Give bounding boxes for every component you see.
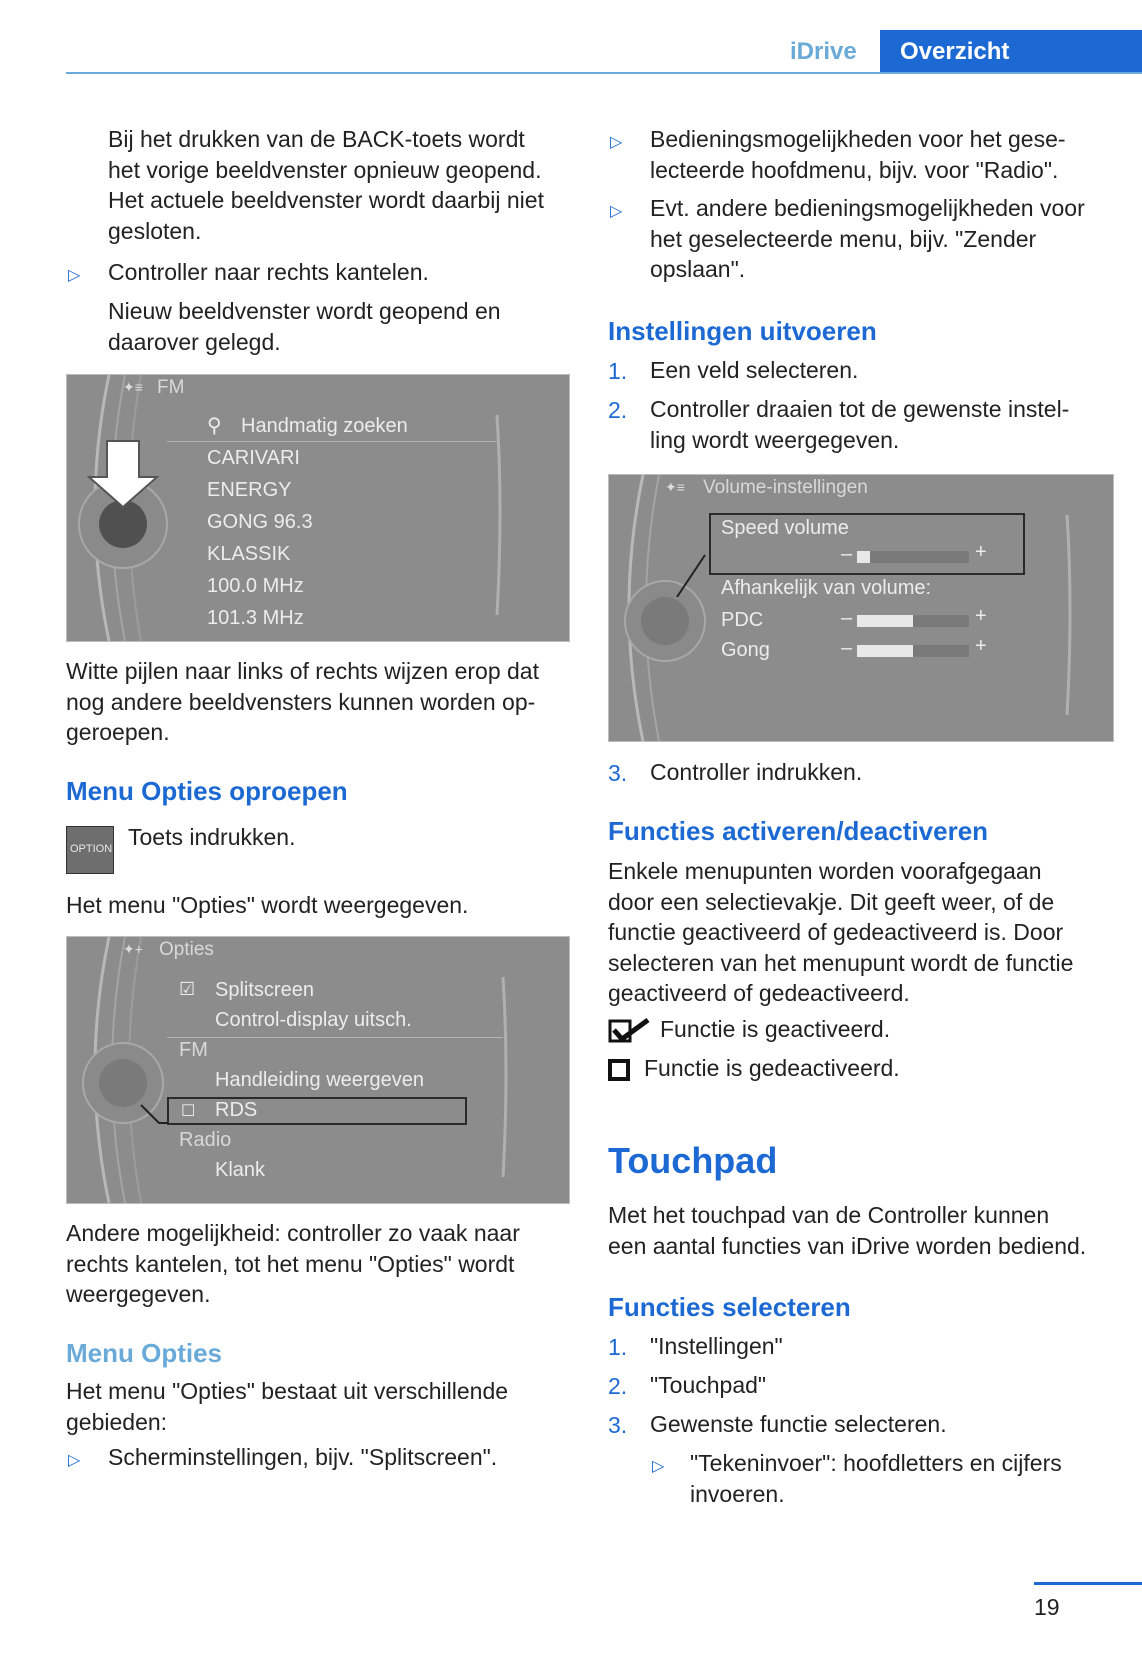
checkbox-checked-icon xyxy=(608,1018,652,1044)
left-paragraph-areas xyxy=(66,1376,508,1437)
step-number: 3. xyxy=(608,760,628,786)
text-line: het geselecteerde menu, bijv. "Zender xyxy=(650,225,1037,252)
speed-volume-label: Speed volume xyxy=(721,517,849,539)
pdc-label: PDC xyxy=(721,609,764,631)
page-number: 19 xyxy=(1034,1594,1060,1620)
text-line: weergegeven. xyxy=(66,1281,211,1307)
text-line: door een selectievakje. Dit geeft weer, of de xyxy=(608,888,1055,915)
header-section: iDrive xyxy=(790,38,857,65)
option-group-label: Radio xyxy=(179,1129,232,1151)
header-tab-label: Overzicht xyxy=(900,38,1010,65)
step-number: 2. xyxy=(608,1373,628,1399)
text-line: gesloten. xyxy=(108,217,202,244)
station-item: 100.0 MHz xyxy=(207,575,304,597)
screen-title: Opties xyxy=(159,939,214,960)
toets-text: Toets indrukken. xyxy=(128,824,296,850)
header-rule xyxy=(66,72,1142,74)
text-line: daarover gelegd. xyxy=(108,328,281,355)
text-line: rechts kantelen, tot het menu "Opties" wordt xyxy=(66,1250,515,1277)
text-line: Enkele menupunten worden voorafgegaan xyxy=(608,858,1042,884)
step-text: Controller indrukken. xyxy=(650,759,863,785)
text-line: invoeren. xyxy=(690,1480,785,1507)
speed-volume-slider xyxy=(857,551,969,563)
text-line: het vorige beeldvenster opnieuw geopend. xyxy=(108,156,542,183)
menu-item-handmatig: Handmatig zoeken xyxy=(241,415,408,437)
minus-label: – xyxy=(841,637,853,659)
screen-title: Volume-instellingen xyxy=(703,477,868,498)
text-line: Bedieningsmogelijkheden voor het gese- xyxy=(650,126,1066,152)
plus-label: + xyxy=(975,541,987,563)
text-line: geroepen. xyxy=(66,719,170,745)
heading-touchpad: Touchpad xyxy=(608,1140,778,1181)
right-paragraph-touchpad xyxy=(608,1200,1086,1261)
minus-label: – xyxy=(841,607,853,629)
options-icon: ✦+ xyxy=(123,941,143,957)
menu-shown-text: Het menu "Opties" wordt weergegeven. xyxy=(66,892,469,918)
bullet-triangle-icon: ▷ xyxy=(68,267,81,284)
option-button-icon xyxy=(66,826,114,874)
bullet-text: Scherminstellingen, bijv. "Splitscreen". xyxy=(108,1444,498,1470)
text-line: Bij het drukken van de BACK-toets wordt xyxy=(108,126,525,152)
bullet-text xyxy=(650,193,1085,285)
heading-menu-opties: Menu Opties xyxy=(66,1338,223,1368)
text-line: Het actuele beeldvenster wordt daarbij niet xyxy=(108,187,544,213)
screenshot-opties-menu xyxy=(66,936,570,1204)
text-line: "Tekeninvoer": hoofdletters en cijfers xyxy=(690,1450,1062,1476)
step-text xyxy=(650,394,1069,455)
step-number: 3. xyxy=(608,1412,628,1438)
option-item: Control-display uitsch. xyxy=(215,1009,412,1031)
station-item: CARIVARI xyxy=(207,447,300,469)
selection-frame xyxy=(167,1097,467,1125)
screenshot-fm-list xyxy=(66,374,570,642)
page-number-rule xyxy=(1034,1582,1142,1585)
station-item: ENERGY xyxy=(207,479,292,501)
text-line: Nieuw beeldvenster wordt geopend en xyxy=(108,298,501,324)
separator xyxy=(167,441,497,442)
volume-icon: ✦≡ xyxy=(665,479,685,495)
bullet-text: Controller naar rechts kantelen. xyxy=(108,259,429,285)
text-line: nog andere beeldvensters kunnen worden op- xyxy=(66,688,536,715)
text-line: Witte pijlen naar links of rechts wijzen erop dat xyxy=(66,658,539,684)
option-button-label: OPTION xyxy=(70,843,113,855)
left-paragraph-new xyxy=(108,296,501,357)
unchecked-text: Functie is gedeactiveerd. xyxy=(644,1055,900,1081)
bullet-triangle-icon: ▷ xyxy=(652,1458,665,1475)
text-line: opslaan". xyxy=(650,256,746,282)
text-line: ling wordt weergegeven. xyxy=(650,426,900,453)
signal-icon: ✦≡ xyxy=(123,379,143,395)
step-number: 2. xyxy=(608,397,628,423)
header-tab xyxy=(880,30,1142,74)
slider-fill xyxy=(857,551,870,563)
text-line: selecteren van het menupunt wordt de functie xyxy=(608,949,1074,976)
checkbox-empty-icon xyxy=(608,1059,630,1081)
gong-label: Gong xyxy=(721,639,770,661)
checkbox-empty-icon: ☐ xyxy=(181,1103,196,1120)
option-item: Klank xyxy=(215,1159,266,1181)
text-line: een aantal functies van iDrive worden bediend. xyxy=(608,1232,1087,1259)
search-icon: ⚲ xyxy=(207,415,222,437)
text-line: Controller draaien tot de gewenste instel- xyxy=(650,396,1070,422)
text-line: gebieden: xyxy=(66,1408,168,1435)
right-paragraph-checkbox xyxy=(608,856,1073,1009)
separator xyxy=(167,1037,503,1038)
heading-instellingen-uitvoeren: Instellingen uitvoeren xyxy=(608,316,877,346)
step-text: "Instellingen" xyxy=(650,1333,783,1359)
text-line: geactiveerd of gedeactiveerd. xyxy=(608,980,910,1006)
checked-text: Functie is geactiveerd. xyxy=(660,1016,891,1042)
afhankelijk-label: Afhankelijk van volume: xyxy=(721,577,932,599)
left-paragraph-arrows xyxy=(66,656,539,748)
left-paragraph-back xyxy=(108,124,544,246)
step-text: "Touchpad" xyxy=(650,1372,767,1398)
pdc-slider xyxy=(857,615,969,627)
option-group-label: FM xyxy=(179,1039,208,1061)
text-line: Evt. andere bedieningsmogelijkheden voor xyxy=(650,195,1085,221)
gong-slider xyxy=(857,645,969,657)
station-item: 101.3 MHz xyxy=(207,607,304,629)
option-item: Handleiding weergeven xyxy=(215,1069,425,1091)
left-paragraph-alt xyxy=(66,1218,520,1310)
checkbox-checked-icon: ☑ xyxy=(179,979,196,999)
step-number: 1. xyxy=(608,358,628,384)
option-item: Splitscreen xyxy=(215,979,314,1001)
heading-menu-opties-oproepen: Menu Opties oproepen xyxy=(66,776,348,806)
station-item: GONG 96.3 xyxy=(207,511,313,533)
heading-functies-activeren: Functies activeren/deactiveren xyxy=(608,816,989,846)
step-number: 1. xyxy=(608,1334,628,1360)
step-text: Gewenste functie selecteren. xyxy=(650,1411,947,1437)
station-item: KLASSIK xyxy=(207,543,291,565)
step-text: Een veld selecteren. xyxy=(650,357,859,383)
text-line: lecteerde hoofdmenu, bijv. voor "Radio". xyxy=(650,156,1059,183)
bullet-text xyxy=(650,124,1066,185)
text-line: functie geactiveerd of gedeactiveerd is. Door xyxy=(608,919,1064,945)
slider-fill xyxy=(857,645,913,657)
screen-title: FM xyxy=(157,377,185,398)
screenshot-volume-settings xyxy=(608,474,1114,742)
text-line: Andere mogelijkheid: controller zo vaak naar xyxy=(66,1220,520,1246)
plus-label: + xyxy=(975,635,987,657)
plus-label: + xyxy=(975,605,987,627)
bullet-triangle-icon: ▷ xyxy=(610,203,623,220)
sub-bullet-text xyxy=(690,1448,1062,1509)
text-line: Met het touchpad van de Controller kunnen xyxy=(608,1202,1050,1228)
heading-functies-selecteren: Functies selecteren xyxy=(608,1292,851,1322)
slider-fill xyxy=(857,615,913,627)
text-line: Het menu "Opties" bestaat uit verschillende xyxy=(66,1378,509,1404)
option-item-selected: RDS xyxy=(215,1099,258,1121)
bullet-triangle-icon: ▷ xyxy=(68,1452,81,1469)
minus-label: – xyxy=(841,543,853,565)
bullet-triangle-icon: ▷ xyxy=(610,134,623,151)
